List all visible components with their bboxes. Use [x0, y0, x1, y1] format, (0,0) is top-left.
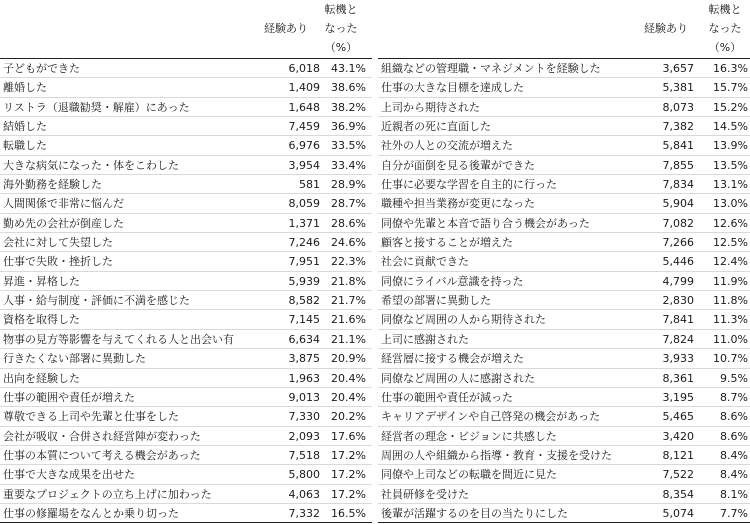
turning-point-rate: 43.1% [331, 62, 366, 75]
experience-count: 3,954 [288, 158, 320, 172]
table-row [378, 194, 750, 213]
experience-count: 3,875 [288, 352, 320, 366]
turning-point-rate: 10.7% [713, 352, 748, 366]
turning-point-rate: 11.9% [713, 274, 748, 288]
turning-point-rate: 8.4% [720, 468, 748, 482]
row-label: 経営者の理念・ビジョンに共感した [381, 429, 557, 443]
left-table-header [0, 0, 372, 58]
turning-point-rate: 17.2% [331, 468, 366, 482]
row-label: 後輩が活躍するのを目の当たりにした [381, 506, 568, 520]
turning-point-rate: 8.4% [720, 448, 748, 462]
turning-point-rate: 22.3% [331, 255, 366, 269]
experience-count: 4,799 [662, 274, 694, 288]
turning-point-rate: 24.6% [331, 236, 366, 250]
row-label: 仕事の範囲や責任が減った [381, 390, 513, 404]
experience-count: 5,904 [662, 197, 694, 211]
left-table [0, 0, 372, 524]
row-label: 転職した [3, 139, 47, 153]
experience-count: 8,073 [662, 100, 694, 114]
row-label: 海外勤務を経験した [3, 178, 102, 192]
experience-count: 7,855 [662, 158, 694, 172]
turning-point-rate: 11.8% [713, 294, 748, 308]
table-row [0, 310, 372, 329]
experience-count: 7,459 [288, 120, 320, 134]
turning-point-rate: 7.7% [720, 506, 748, 520]
row-label: 上司に感謝された [381, 332, 469, 346]
turning-point-rate: 14.5% [713, 120, 748, 134]
table-row [0, 252, 372, 271]
turning-point-rate: 28.7% [331, 197, 366, 211]
right-table-body [378, 58, 750, 523]
row-label: 希望の部署に異動した [381, 294, 491, 308]
table-row [0, 78, 372, 97]
row-label: 離婚した [3, 81, 47, 95]
row-label: 近親者の死に直面した [381, 120, 491, 134]
turning-point-rate: 20.9% [331, 352, 366, 366]
table-row [0, 504, 372, 523]
table-row [0, 446, 372, 465]
experience-count: 1,371 [288, 216, 320, 230]
table-row [378, 175, 750, 194]
experience-count: 4,063 [288, 487, 320, 501]
turning-point-rate: 11.3% [713, 313, 748, 327]
row-label: 仕事の本質について考える機会があった [3, 448, 201, 462]
experience-count: 8,354 [662, 487, 694, 501]
turning-point-rate: 12.5% [713, 236, 748, 250]
experience-count: 6,634 [288, 332, 320, 346]
experience-count: 6,018 [288, 62, 320, 75]
row-label: 周囲の人や組織から指導・教育・支援を受けた [381, 448, 612, 462]
table-row [378, 117, 750, 136]
turning-point-rate: 38.6% [331, 81, 366, 95]
table-row [378, 349, 750, 368]
row-label: 人事・給与制度・評価に不満を感じた [3, 294, 190, 308]
row-label: 社外の人との交流が増えた [381, 139, 513, 153]
table-row [0, 388, 372, 407]
table-row [0, 98, 372, 117]
table-row [0, 349, 372, 368]
turning-point-rate: 36.9% [331, 120, 366, 134]
row-label: 結婚した [3, 120, 47, 134]
experience-count: 1,409 [288, 81, 320, 95]
experience-count: 1,963 [288, 371, 320, 385]
experience-count: 2,830 [662, 294, 694, 308]
row-label: 行きたくない部署に異動した [3, 352, 146, 366]
table-row [378, 388, 750, 407]
experience-count: 7,145 [288, 313, 320, 327]
row-label: 職種や担当業務が変更になった [381, 197, 535, 211]
table-row [0, 427, 372, 446]
experience-count: 7,518 [288, 448, 320, 462]
left-table-body [0, 58, 372, 523]
table-row [378, 291, 750, 310]
turning-point-rate: 11.0% [713, 332, 748, 346]
experience-count: 5,841 [662, 139, 694, 153]
row-label: 同僚など周囲の人から期待された [381, 313, 546, 327]
row-label: 仕事で失敗・挫折した [3, 255, 113, 269]
table-row [378, 272, 750, 291]
table-row [378, 485, 750, 504]
row-label: キャリアデザインや自己啓発の機会があった [381, 410, 601, 424]
table-row [0, 369, 372, 388]
experience-column-header: 経験あり [264, 22, 308, 35]
right-table [378, 0, 750, 524]
row-label: 仕事の大きな目標を達成した [381, 81, 524, 95]
experience-count: 7,834 [662, 178, 694, 192]
table-row [378, 465, 750, 484]
experience-count: 7,266 [662, 236, 694, 250]
experience-count: 8,059 [288, 197, 320, 211]
turning-point-rate: 33.5% [331, 139, 366, 153]
experience-count: 7,330 [288, 410, 320, 424]
experience-count: 3,420 [662, 429, 694, 443]
table-row [378, 136, 750, 155]
row-label: 組織などの管理職・マネジメントを経験した [381, 62, 601, 75]
rate-column-header [318, 0, 364, 57]
turning-point-rate: 8.7% [720, 390, 748, 404]
experience-count: 6,976 [288, 139, 320, 153]
experience-count: 5,074 [662, 506, 694, 520]
row-label: 仕事に必要な学習を自主的に行った [381, 178, 557, 192]
turning-point-rate: 21.1% [331, 332, 366, 346]
turning-point-rate: 16.3% [713, 62, 748, 75]
table-row [0, 465, 372, 484]
experience-count: 8,582 [288, 294, 320, 308]
turning-point-rate: 9.5% [720, 371, 748, 385]
turning-point-rate: 13.9% [713, 139, 748, 153]
turning-point-rate: 17.2% [331, 448, 366, 462]
turning-point-rate: 21.7% [331, 294, 366, 308]
turning-point-rate: 20.4% [331, 390, 366, 404]
turning-point-rate: 17.6% [331, 429, 366, 443]
table-row [0, 485, 372, 504]
experience-count: 7,082 [662, 216, 694, 230]
table-row [378, 156, 750, 175]
rate-header-line3: （%） [324, 41, 358, 54]
table-row [378, 59, 750, 78]
row-label: 顧客と接することが増えた [381, 236, 513, 250]
row-label: 昇進・昇格した [3, 274, 80, 288]
row-label: 勤め先の会社が倒産した [3, 216, 124, 230]
experience-count: 1,648 [288, 100, 320, 114]
experience-count: 3,933 [662, 352, 694, 366]
table-row [0, 233, 372, 252]
experience-count: 5,465 [662, 410, 694, 424]
row-label: 会社に対して失望した [3, 236, 113, 250]
row-label: 経営層に接する機会が増えた [381, 352, 524, 366]
turning-point-rate: 21.8% [331, 274, 366, 288]
table-row [378, 407, 750, 426]
experience-count: 8,121 [662, 448, 694, 462]
table-row [378, 427, 750, 446]
right-table-header [378, 0, 750, 58]
table-row [0, 291, 372, 310]
turning-point-rate: 13.1% [713, 178, 748, 192]
experience-count: 581 [299, 178, 320, 192]
table-row [0, 136, 372, 155]
table-row [0, 175, 372, 194]
row-label: 尊敬できる上司や先輩と仕事をした [3, 410, 179, 424]
turning-point-rate: 15.7% [713, 81, 748, 95]
row-label: リストラ（退職勧奨・解雇）にあった [3, 100, 190, 114]
table-row [378, 78, 750, 97]
experience-count: 8,361 [662, 371, 694, 385]
turning-point-rate: 17.2% [331, 487, 366, 501]
turning-point-rate: 13.5% [713, 158, 748, 172]
turning-point-rate: 20.2% [331, 410, 366, 424]
table-row [0, 330, 372, 349]
turning-point-rate: 28.6% [331, 216, 366, 230]
row-label: 同僚にライバル意識を持った [381, 274, 524, 288]
table-row [0, 407, 372, 426]
experience-count: 7,951 [288, 255, 320, 269]
table-row [0, 59, 372, 78]
turning-point-rate: 8.6% [720, 429, 748, 443]
experience-count: 5,800 [288, 468, 320, 482]
row-label: 物事の見方等影響を与えてくれる人と出会い有 [3, 332, 234, 346]
experience-count: 7,841 [662, 313, 694, 327]
turning-point-rate: 12.4% [713, 255, 748, 269]
row-label: 仕事で大きな成果を出せた [3, 468, 135, 482]
table-row [378, 252, 750, 271]
rate-header-line1: 転機と [708, 3, 742, 16]
table-row [0, 272, 372, 291]
table-row [0, 156, 372, 175]
experience-count: 7,246 [288, 236, 320, 250]
row-label: 仕事の範囲や責任が増えた [3, 390, 135, 404]
row-label: 社会に貢献できた [381, 255, 469, 269]
turning-point-rate: 8.1% [720, 487, 748, 501]
row-label: 子どもができた [3, 62, 80, 75]
turning-point-rate: 8.6% [720, 410, 748, 424]
turning-point-rate: 12.6% [713, 216, 748, 230]
experience-count: 3,195 [662, 390, 694, 404]
rate-header-line3: （%） [708, 41, 742, 54]
rate-column-header [702, 0, 748, 57]
experience-count: 5,446 [662, 255, 694, 269]
experience-count: 7,382 [662, 120, 694, 134]
turning-point-rate: 16.5% [331, 506, 366, 520]
table-row [0, 194, 372, 213]
turning-point-rate: 20.4% [331, 371, 366, 385]
row-label: 上司から期待された [381, 100, 480, 114]
rate-header-line1: 転機と [324, 3, 358, 16]
row-label: 自分が面倒を見る後輩ができた [381, 158, 535, 172]
row-label: 資格を取得した [3, 313, 80, 327]
experience-count: 5,939 [288, 274, 320, 288]
turning-point-rate: 21.6% [331, 313, 366, 327]
turning-point-rate: 15.2% [713, 100, 748, 114]
experience-column-header: 経験あり [644, 22, 688, 35]
table-row [378, 214, 750, 233]
row-label: 社員研修を受けた [381, 487, 469, 501]
turning-point-rate: 13.0% [713, 197, 748, 211]
table-row [378, 233, 750, 252]
row-label: 重要なプロジェクトの立ち上げに加わった [3, 487, 212, 501]
table-row [378, 310, 750, 329]
row-label: 大きな病気になった・体をこわした [3, 158, 179, 172]
table-row [378, 369, 750, 388]
row-label: 同僚など周囲の人に感謝された [381, 371, 535, 385]
table-row [378, 446, 750, 465]
experience-count: 7,522 [662, 468, 694, 482]
table-row [378, 98, 750, 117]
experience-count: 3,657 [662, 62, 694, 75]
row-label: 会社が吸収・合併され経営陣が変わった [3, 429, 201, 443]
table-row [378, 330, 750, 349]
row-label: 仕事の修羅場をなんとか乗り切った [3, 506, 179, 520]
experience-count: 9,013 [288, 390, 320, 404]
row-label: 同僚や上司などの転職を間近に見た [381, 468, 557, 482]
turning-point-rate: 33.4% [331, 158, 366, 172]
experience-count: 5,381 [662, 81, 694, 95]
row-label: 人間関係で非常に悩んだ [3, 197, 124, 211]
table-row [0, 117, 372, 136]
turning-point-rate: 28.9% [331, 178, 366, 192]
experience-count: 7,332 [288, 506, 320, 520]
experience-count: 2,093 [288, 429, 320, 443]
row-label: 出向を経験した [3, 371, 80, 385]
experience-count: 7,824 [662, 332, 694, 346]
table-row [378, 504, 750, 523]
rate-header-line2: なった [324, 22, 358, 35]
turning-point-rate: 38.2% [331, 100, 366, 114]
rate-header-line2: なった [708, 22, 742, 35]
table-row [0, 214, 372, 233]
row-label: 同僚や先輩と本音で語り合う機会があった [381, 216, 590, 230]
